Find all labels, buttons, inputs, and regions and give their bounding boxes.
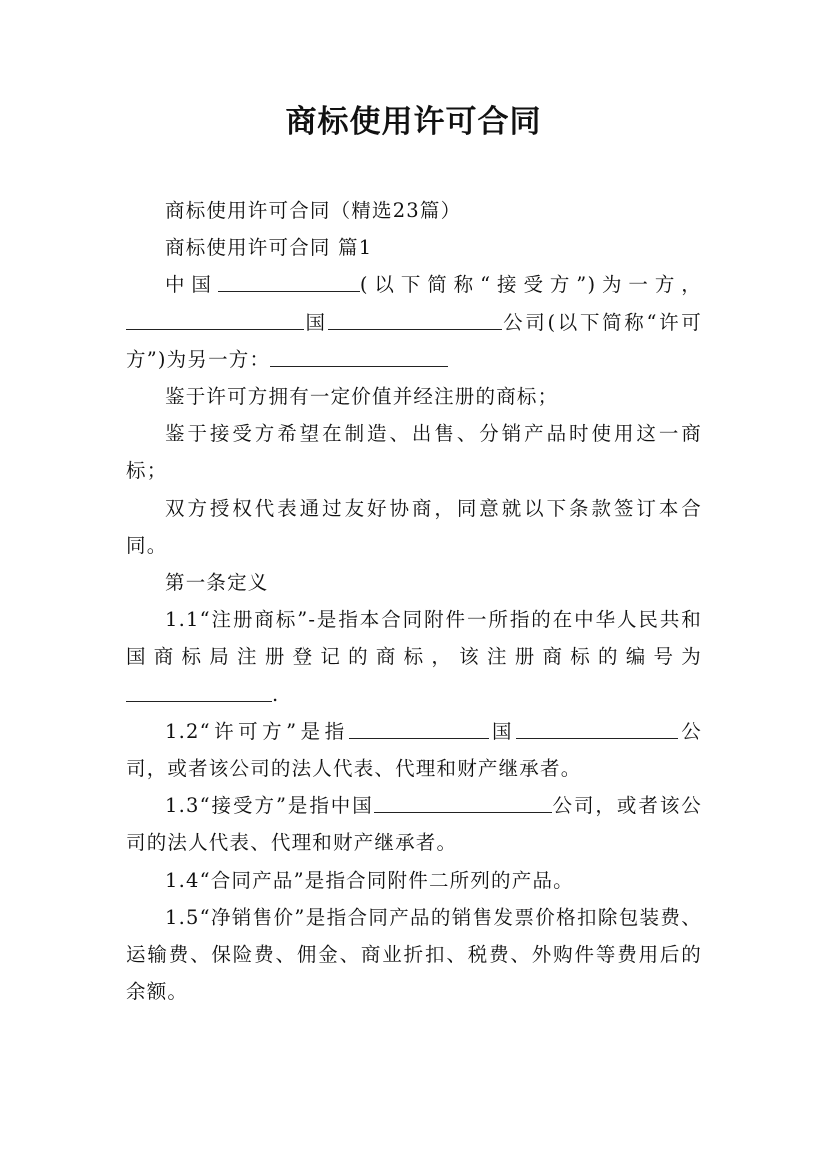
document-title: 商标使用许可合同 [285, 104, 542, 140]
text-segment: (以下简称“接受方”)为一方， [359, 273, 702, 297]
text-segment: 中国 [165, 273, 218, 297]
text-segment: 国 [304, 310, 328, 334]
paragraph-definition-1-1 [126, 601, 702, 713]
document-body [126, 192, 702, 1010]
blank-line [126, 308, 304, 329]
paragraph-whereas-1: 鉴于许可方拥有一定价值并经注册的商标； [165, 385, 559, 409]
blank-line [516, 717, 678, 738]
paragraph-definition-1-3 [126, 787, 702, 861]
text-segment: 1.1“注册商标”-是指本合同附件一所指的在中华人民共和国商标局注册登记的商标，该注册商标的编号为 [126, 608, 702, 669]
blank-line [349, 717, 489, 738]
blank-line [374, 792, 552, 813]
text-segment: 公司，或者该公司的法人代表、代理和财产继承者。 [126, 794, 702, 855]
blank-line [126, 680, 272, 701]
blank-line [270, 345, 448, 366]
paragraph-definition-1-2 [126, 713, 702, 787]
paragraph-whereas-2: 鉴于接受方希望在制造、出售、分销产品时使用这一商标； [126, 422, 702, 483]
text-segment: 1.2“许可方”是指 [165, 719, 349, 743]
blank-line [218, 271, 360, 292]
text-segment: 公司，或者该公司的法人代表、代理和财产继承者。 [126, 719, 702, 781]
paragraph-definition-1-4: 1.4“合同产品”是指合同附件二所列的产品。 [165, 868, 574, 892]
paragraph-parties [126, 266, 702, 378]
paragraph-article-1-heading: 第一条定义 [165, 571, 269, 595]
blank-line [328, 308, 502, 329]
text-segment: . [272, 682, 280, 706]
paragraph-definition-1-5: 1.5“净销售价”是指合同产品的销售发票价格扣除包装费、运输费、保险费、佣金、商业折扣、税费、外购件等费用后的余额。 [126, 905, 702, 1004]
text-segment: 国 [488, 719, 516, 743]
paragraph-agreement: 双方授权代表通过友好协商，同意就以下条款签订本合同。 [126, 496, 702, 557]
text-segment: 公司(以下简称“许可方”)为另一方： [126, 310, 702, 371]
paragraph-section-heading: 商标使用许可合同 篇1 [165, 236, 373, 260]
paragraph-subtitle: 商标使用许可合同（精选23篇） [165, 199, 462, 222]
text-segment: 1.3“接受方”是指中国 [165, 794, 374, 818]
